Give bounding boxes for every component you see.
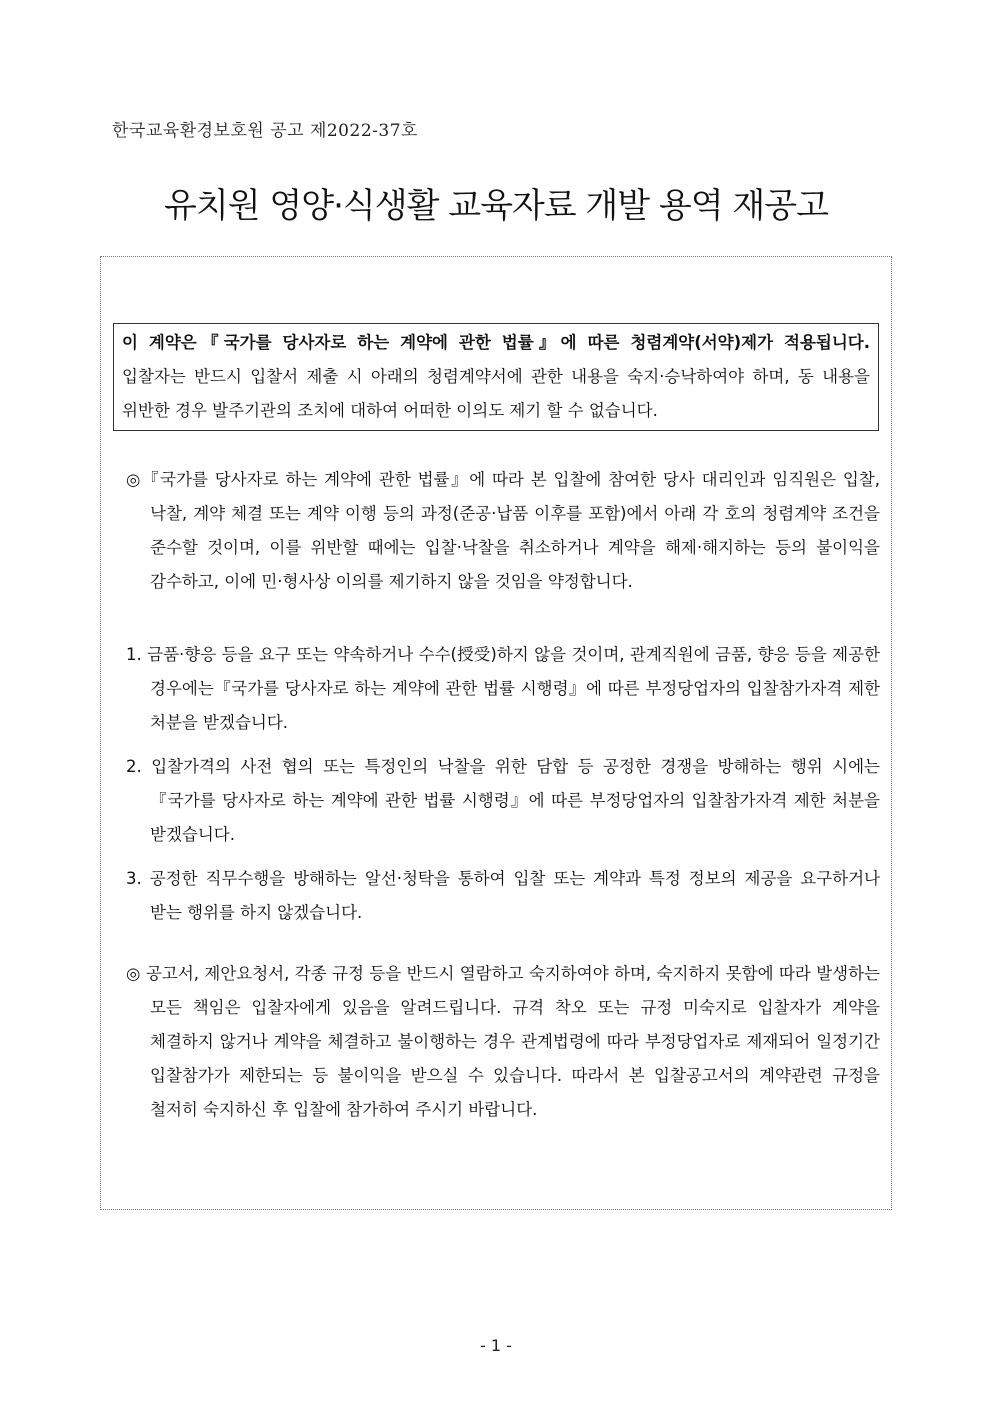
clause-3: 3. 공정한 직무수행을 방해하는 알선·청탁을 통하여 입찰 또는 계약과 특정 정보의 제공을 요구하거나 받는 행위를 하지 않겠습니다. [126, 869, 880, 922]
clause-2: 2. 입찰가격의 사전 협의 또는 특정인의 낙찰을 위한 담합 등 공정한 경쟁을 방해하는 행위 시에는『국가를 당사자로 하는 계약에 관한 법률 시행령』에 따른 부정당업자의 입찰참가자격 제한 처분을 받겠습니다. [126, 757, 880, 844]
notice-number: 한국교육환경보호원 공고 제2022-37호 [112, 121, 418, 141]
clause-1: 1. 금품·향응 등을 요구 또는 약속하거나 수수(授受)하지 않을 것이며, 관계직원에 금품, 향응 등을 제공한 경우에는『국가를 당사자로 하는 계약에 관한 법률 시행령』에 따른 부정당업자의 입찰참가자격 제한 처분을 받겠습니다. [126, 645, 880, 732]
page-number: - 1 - [480, 1336, 512, 1355]
integrity-box-bold-text: 이 계약은『국가를 당사자로 하는 계약에 관한 법률』에 따른 청렴계약(서약)제가 적용됩니다. [122, 333, 870, 352]
integrity-box-text: 입찰자는 반드시 입찰서 제출 시 아래의 청렴계약서에 관한 내용을 숙지·승낙하여야 하며, 동 내용을 위반한 경우 발주기관의 조치에 대하여 어떠한 이의도 제기 할 수 없습니다. [122, 367, 870, 420]
notice-paragraph: ◎ 공고서, 제안요청서, 각종 규정 등을 반드시 열람하고 숙지하여야 하며, 숙지하지 못함에 따라 발생하는 모든 책임은 입찰자에게 있음을 알려드립니다. 규격 착오 또는 규정 미숙지로 입찰자가 계약을 체결하지 않거나 계약을 체결하고 불이행하는 경우 관계법령에 따라 부정당업자로 제재되어 일정기간 입찰참가가 제한되는 등 불이익을 받으실 수 있습니다. 따라서 본 입찰공고서의 계약관련 규정을 철저히 숙지하신 후 입찰에 참가하여 주시기 바랍니다. [126, 964, 880, 1119]
document-title: 유치원 영양·식생활 교육자료 개발 용역 재공고 [164, 186, 828, 226]
integrity-contract-box [113, 323, 879, 431]
pledge-paragraph: ◎『국가를 당사자로 하는 계약에 관한 법률』에 따라 본 입찰에 참여한 당사 대리인과 임직원은 입찰, 낙찰, 계약 체결 또는 계약 이행 등의 과정(준공·납품 이후를 포함)에서 아래 각 호의 청렴계약 조건을 준수할 것이며, 이를 위반할 때에는 입찰·낙찰을 취소하거나 계약을 해제·해지하는 등의 불이익을 감수하고, 이에 민·형사상 이의를 제기하지 않을 것임을 약정합니다. [126, 470, 880, 591]
